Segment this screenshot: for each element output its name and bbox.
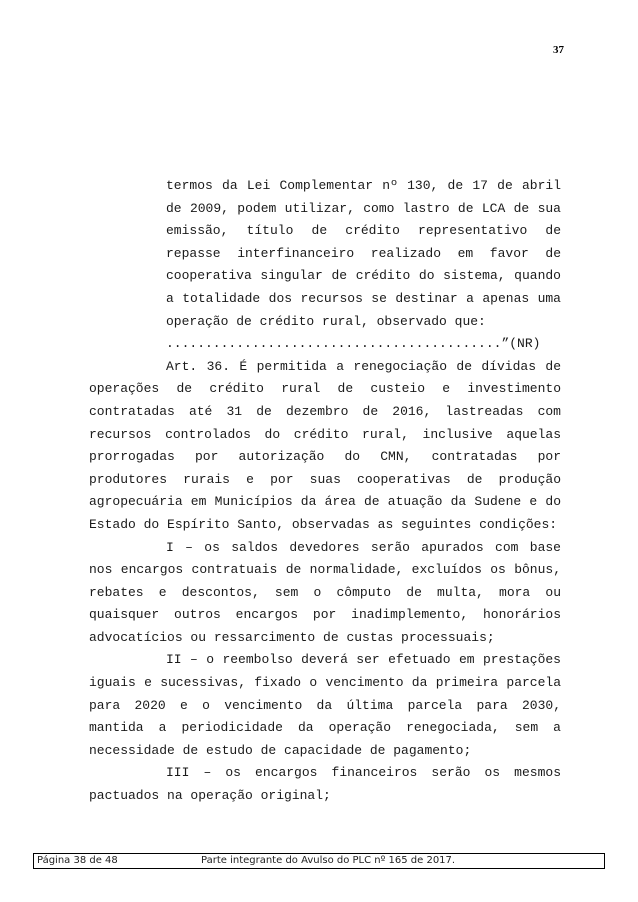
article-item-1: I – os saldos devedores serão apurados com base nos encargos contratuais de normalidade, excluídos os bônus, rebates e descontos, sem o cômputo de multa, mora ou quaisquer outros encargos por inadimplemento, honorários advocatícios ou ressarcimento de custas processuais; xyxy=(89,539,561,645)
page-number: 37 xyxy=(553,44,564,56)
footer-page-label: Página 38 de 48 xyxy=(37,855,118,866)
document-body xyxy=(89,175,561,808)
article-item-2: II – o reembolso deverá ser efetuado em prestações iguais e sucessivas, fixado o vencimento da primeira parcela para 2020 e o vencimento da última parcela para 2030, mantida a periodicidade da operação renegociada, sem a necessidade de estudo de capacidade de pagamento; xyxy=(89,652,561,758)
quoted-paragraph-end: ...........................................”(NR) xyxy=(166,336,541,352)
article-36: Art. 36. É permitida a renegociação de dívidas de operações de crédito rural de custeio e investimento contratadas até 31 de dezembro de 2016, lastreadas com recursos controlados do crédito rural, inclusive aquelas prorrogadas por autorização do CMN, contratadas por produtores rurais e por suas cooperativas de produção agropecuária em Municípios da área de atuação da Sudene e do Estado do Espírito Santo, observadas as seguintes condições: xyxy=(89,358,561,532)
footer-note: Parte integrante do Avulso do PLC nº 165 de 2017. xyxy=(201,855,456,866)
quoted-paragraph: termos da Lei Complementar nº 130, de 17 de abril de 2009, podem utilizar, como lastro de LCA de sua emissão, título de crédito representativo de repasse interfinanceiro realizado em favor de cooperativa singular de crédito do sistema, quando a totalidade dos recursos se destinar a apenas uma operação de crédito rural, observado que: xyxy=(166,178,561,329)
article-item-3: III – os encargos financeiros serão os mesmos pactuados na operação original; xyxy=(89,765,561,804)
page-footer xyxy=(33,853,605,869)
